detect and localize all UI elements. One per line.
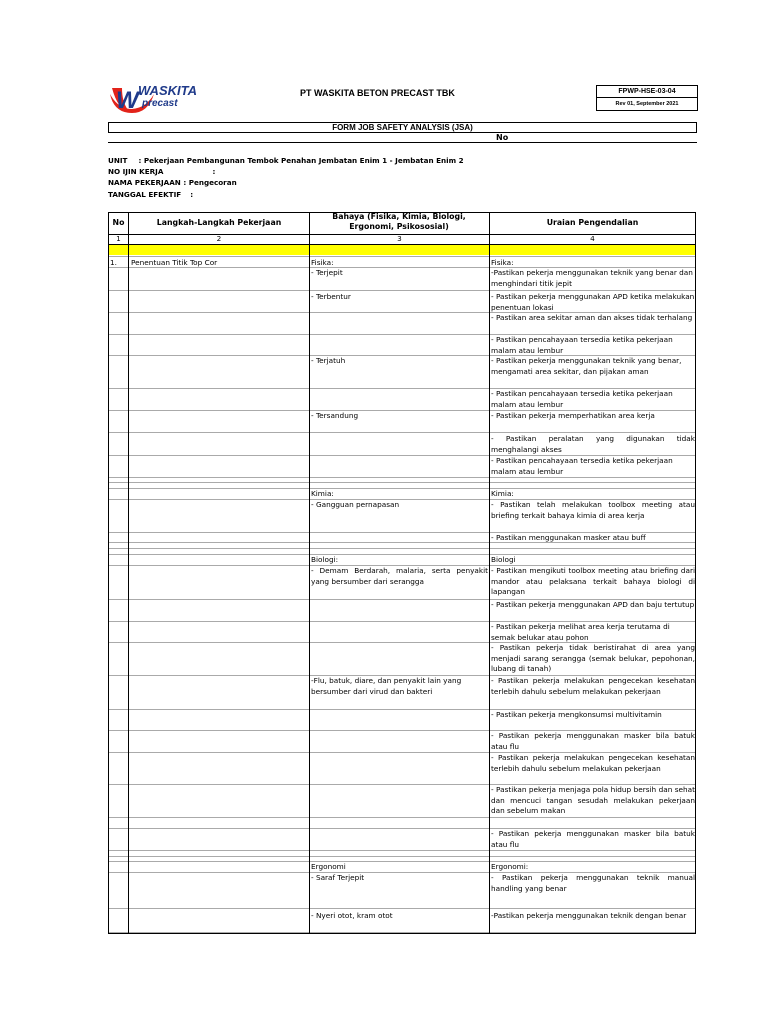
hazard-cell: - Terjepit bbox=[311, 268, 343, 277]
ijin-value: : bbox=[212, 167, 216, 176]
document-code: FPWP-HSE-03-04 bbox=[597, 86, 697, 98]
header-uraian: Uraian Pengendalian bbox=[546, 218, 639, 227]
control-cell: - Pastikan pekerja mengkonsumsi multivitamin bbox=[491, 710, 662, 719]
nama-label: NAMA PEKERJAAN bbox=[108, 178, 181, 187]
control-cell: - Pastikan pencahayaan tersedia ketika pekerjaan malam atau lembur bbox=[491, 335, 673, 355]
hazard-cell: - Demam Berdarah, malaria, serta penyakit yang bersumber dari serangga bbox=[311, 566, 488, 586]
control-cell: - Pastikan pekerja melihat area kerja terutama di semak belukar atau pohon bbox=[491, 622, 670, 642]
row-divider bbox=[108, 856, 696, 857]
control-cell: - Pastikan pencahayaan tersedia ketika pekerjaan malam atau lembur bbox=[491, 389, 673, 409]
nama-value: : Pengecoran bbox=[183, 178, 237, 187]
row-divider bbox=[108, 290, 696, 291]
row-divider bbox=[108, 850, 696, 851]
step-cell: Penentuan Titik Top Cor bbox=[131, 258, 218, 267]
control-cell: Fisika: bbox=[491, 258, 514, 267]
row-divider bbox=[108, 482, 696, 483]
hazard-cell: Ergonomi bbox=[311, 862, 346, 871]
hazard-cell: - Nyeri otot, kram otot bbox=[311, 911, 393, 920]
control-cell: Ergonomi: bbox=[491, 862, 529, 871]
control-cell: - Pastikan pekerja menggunakan APD ketika melakukan penentuan lokasi bbox=[491, 292, 695, 312]
hazard-cell: Biologi: bbox=[311, 555, 339, 564]
svg-text:WASKITA: WASKITA bbox=[138, 83, 197, 98]
unit-value: : Pekerjaan Pembangunan Tembok Penahan Jembatan Enim 1 - Jembatan Enim 2 bbox=[138, 156, 464, 165]
row-divider bbox=[108, 908, 696, 909]
control-cell: - Pastikan menggunakan masker atau buff bbox=[491, 533, 646, 542]
meta-ijin bbox=[108, 167, 215, 176]
control-cell: - Pastikan pekerja menggunakan teknik manual handling yang benar bbox=[491, 873, 695, 893]
control-cell: - Pastikan pekerja menjaga pola hidup bersih dan sehat dan mencuci tangan sesudah melakukan pekerjaan dan sebelum makan bbox=[491, 785, 695, 815]
control-cell: Kimia: bbox=[491, 489, 514, 498]
row-number: 1. bbox=[110, 258, 117, 267]
control-cell: - Pastikan pekerja menggunakan APD dan baju tertutup bbox=[491, 600, 695, 609]
document-code-box bbox=[596, 85, 698, 111]
control-cell: - Pastikan pekerja menggunakan masker bila batuk atau flu bbox=[491, 731, 695, 751]
highlight-row bbox=[108, 244, 696, 255]
col-number-3: 3 bbox=[397, 234, 402, 243]
control-cell: Biologi bbox=[491, 555, 516, 564]
hazard-cell: - Saraf Terjepit bbox=[311, 873, 365, 882]
ijin-label: NO IJIN KERJA bbox=[108, 167, 164, 176]
meta-unit bbox=[108, 156, 464, 165]
no-line bbox=[108, 132, 697, 143]
control-cell: - Pastikan telah melakukan toolbox meeting atau briefing terkait bahaya kimia di area kerja bbox=[491, 500, 695, 520]
hazard-cell: - Terbentur bbox=[311, 292, 351, 301]
jsa-table bbox=[108, 212, 696, 934]
hazard-cell: -Flu, batuk, diare, dan penyakit lain yang bersumber dari virud dan bakteri bbox=[311, 676, 462, 696]
tanggal-label: TANGGAL EFEKTIF bbox=[108, 190, 182, 199]
tanggal-value: : bbox=[190, 190, 194, 199]
hazard-cell: - Gangguan pernapasan bbox=[311, 500, 400, 509]
row-divider bbox=[108, 256, 696, 257]
control-cell: - Pastikan pekerja tidak beristirahat di area yang menjadi sarang serangga (semak belukar, pepohonan, lubang di tanah) bbox=[491, 643, 695, 673]
table-right-border bbox=[695, 212, 696, 934]
control-cell: -Pastikan pekerja menggunakan teknik yang benar dan menghindari titik jepit bbox=[491, 268, 693, 288]
row-divider bbox=[108, 477, 696, 478]
waskita-logo bbox=[108, 80, 218, 116]
table-left-border bbox=[108, 212, 109, 934]
col-number-2: 2 bbox=[216, 234, 222, 243]
row-divider bbox=[108, 548, 696, 549]
control-cell: - Pastikan pekerja melakukan pengecekan kesehatan terlebih dahulu sebelum melakukan pekerjaan bbox=[491, 676, 695, 696]
control-cell: - Pastikan area sekitar aman dan akses tidak terhalang bbox=[491, 313, 693, 322]
control-cell: - Pastikan pekerja menggunakan masker bila batuk atau flu bbox=[491, 829, 695, 849]
hazard-cell: Fisika: bbox=[311, 258, 334, 267]
col-divider-2 bbox=[309, 212, 310, 934]
control-cell: - Pastikan peralatan yang digunakan tidak menghalangi akses bbox=[491, 434, 695, 454]
row-divider bbox=[108, 861, 696, 862]
hazard-cell: Kimia: bbox=[311, 489, 334, 498]
no-label: No bbox=[496, 133, 509, 142]
control-cell: - Pastikan pekerja melakukan pengecekan kesehatan terlebih dahulu sebelum melakukan pekerjaan bbox=[491, 753, 695, 773]
control-cell: - Pastikan pekerja menggunakan teknik yang benar, mengamati area sekitar, dan pijakan aman bbox=[491, 356, 682, 376]
hazard-cell: - Terjatuh bbox=[311, 356, 346, 365]
col-number-4: 4 bbox=[590, 234, 595, 243]
svg-text:precast: precast bbox=[142, 98, 178, 109]
row-divider bbox=[108, 488, 696, 489]
row-divider bbox=[108, 817, 696, 818]
row-divider bbox=[108, 554, 696, 555]
control-cell: - Pastikan mengikuti toolbox meeting atau briefing dari mandor atau pelaksana terkait bahaya biologi di lapangan bbox=[491, 566, 695, 596]
col-number-1: 1 bbox=[116, 234, 121, 243]
col-divider-1 bbox=[128, 212, 129, 934]
header-no: No bbox=[112, 218, 125, 227]
control-cell: - Pastikan pekerja memperhatikan area kerja bbox=[491, 411, 655, 420]
meta-tanggal bbox=[108, 190, 193, 199]
form-title: FORM JOB SAFETY ANALYSIS (JSA) bbox=[108, 122, 697, 133]
control-cell: -Pastikan pekerja menggunakan teknik dengan benar bbox=[491, 911, 687, 920]
header-bahaya: Bahaya (Fisika, Kimia, Biologi, Ergonomi, Psikososial) bbox=[332, 212, 466, 231]
svg-text:W: W bbox=[116, 87, 139, 114]
row-divider bbox=[108, 432, 696, 433]
hazard-cell: - Tersandung bbox=[311, 411, 359, 420]
col-divider-3 bbox=[489, 212, 490, 934]
unit-label: UNIT bbox=[108, 156, 128, 165]
table-bottom-border bbox=[108, 933, 696, 934]
header-langkah: Langkah-Langkah Pekerjaan bbox=[156, 218, 282, 227]
control-cell: - Pastikan pencahayaan tersedia ketika pekerjaan malam atau lembur bbox=[491, 456, 673, 476]
document-revision: Rev 01, September 2021 bbox=[615, 101, 679, 107]
meta-nama bbox=[108, 178, 237, 187]
company-name: PT WASKITA BETON PRECAST TBK bbox=[300, 88, 455, 98]
